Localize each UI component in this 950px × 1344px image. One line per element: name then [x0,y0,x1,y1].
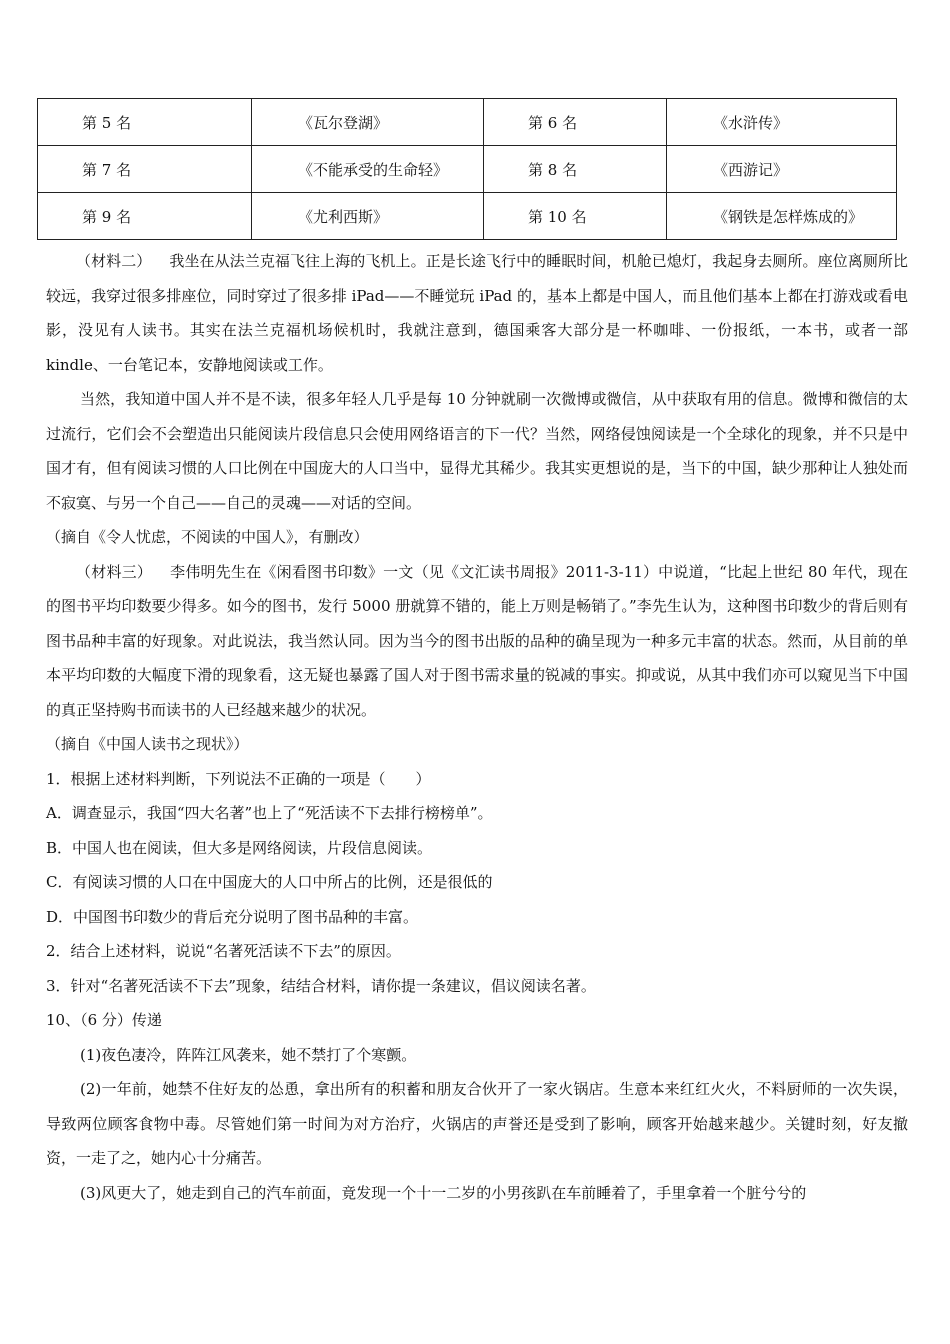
question-3: 3．针对“名著死活读不下去”现象，结结合材料，请你提一条建议，倡议阅读名著。 [46,976,596,995]
book-cell: 《西游记》 [667,146,897,193]
book-cell: 《不能承受的生命轻》 [252,146,484,193]
ranking-table [37,98,897,240]
option-c: C．有阅读习惯的人口在中国庞大的人口中所占的比例，还是很低的 [46,873,493,891]
material3-text: 李伟明先生在《闲看图书印数》一文（见《文汇读书周报》2011-3-11）中说道，“比起上世纪 80 年代，现在的图书平均印数要少得多。如今的图书，发行 5000 册就算不错的，能上万则是畅销了。”李先生认为，这种图书印数少的背后则有图书品种丰富的好现象。对此说法，我当然认同。因为当今的图书出版的品种的确呈现为一种多元丰富的状态。然而，从目前的单本平均印数的大幅度下滑的现象看，这无疑也暴露了国人对于图书需求量的锐减的事实。抑或说，从其中我们亦可以窥见当下中国的真正坚持购书而读书的人已经越来越少的状况。 [46,562,908,719]
rank-cell: 第 6 名 [484,99,667,146]
table-row [38,146,897,193]
material2-text-1: 我坐在从法兰克福飞往上海的飞机上。正是长途飞行中的睡眠时间，机舱已熄灯，我起身去厕所。座位离厕所比较远，我穿过很多排座位，同时穿过了很多排 iPad——不睡觉玩 iPad 的，基本上都是中国人，而且他们基本上都在打游戏或看电影，没见有人读书。其实在法兰克福机场候机时，我就注意到，德国乘客大部分是一杯咖啡、一份报纸，一本书，或者一部 kindle、一台笔记本，安静地阅读或工作。 [46,252,908,374]
option-b: B．中国人也在阅读，但大多是网络阅读，片段信息阅读。 [46,838,433,857]
option-d: D．中国图书印数少的背后充分说明了图书品种的丰富。 [46,907,419,926]
book-cell: 《水浒传》 [667,99,897,146]
material2-paragraph-2: 当然，我知道中国人并不是不读，很多年轻人几乎是每 10 分钟就刷一次微博或微信，从中获取有用的信息。微博和微信的太过流行，它们会不会塑造出只能阅读片段信息只会使用网络语言的下一代？当然，网络侵蚀阅读是一个全球化的现象，并不只是中国才有，但有阅读习惯的人口比例在中国庞大的人口当中，显得尤其稀少。我其实更想说的是，当下的中国，缺少那种让人独处而不寂寞、与另一个自己——自己的灵魂——对话的空间。 [46,390,908,512]
material3-paragraph [46,555,908,728]
story-paragraph-1: (1)夜色凄冷，阵阵江风袭来，她不禁打了个寒颤。 [80,1045,417,1064]
rank-cell: 第 7 名 [38,146,252,193]
material2-paragraph-1 [46,244,908,382]
book-cell: 《钢铁是怎样炼成的》 [667,193,897,240]
table-row [38,99,897,146]
question-1: 1．根据上述材料判断，下列说法不正确的一项是（ ） [46,769,431,788]
option-a: A．调查显示，我国“四大名著”也上了“死活读不下去排行榜榜单”。 [46,804,493,822]
body-text [46,244,908,1210]
material3-label: （材料三） [76,562,153,581]
question-2: 2．结合上述材料，说说“名著死活读不下去”的原因。 [46,942,401,960]
rank-cell: 第 8 名 [484,146,667,193]
book-cell: 《瓦尔登湖》 [252,99,484,146]
story-paragraph-2: (2)一年前，她禁不住好友的怂恿，拿出所有的积蓄和朋友合伙开了一家火锅店。生意本来红红火火，不料厨师的一次失误，导致两位顾客食物中毒。尽管她们第一时间为对方治疗，火锅店的声誉还是受到了影响，顾客开始越来越少。关键时刻，好友撤资，一走了之，她内心十分痛苦。 [46,1080,908,1167]
rank-cell: 第 9 名 [38,193,252,240]
material2-label: （材料二） [76,252,152,270]
table-row [38,193,897,240]
book-cell: 《尤利西斯》 [252,193,484,240]
rank-cell: 第 10 名 [484,193,667,240]
material2-source: （摘自《令人忧虑，不阅读的中国人》，有删改） [46,528,369,546]
story-paragraph-3: (3)风更大了，她走到自己的汽车前面，竟发现一个十一二岁的小男孩趴在车前睡着了，手里拿着一个脏兮兮的 [80,1183,807,1202]
material3-source: （摘自《中国人读书之现状》） [46,735,249,753]
rank-cell: 第 5 名 [38,99,252,146]
section-10-heading: 10、（6 分）传递 [46,1011,162,1029]
